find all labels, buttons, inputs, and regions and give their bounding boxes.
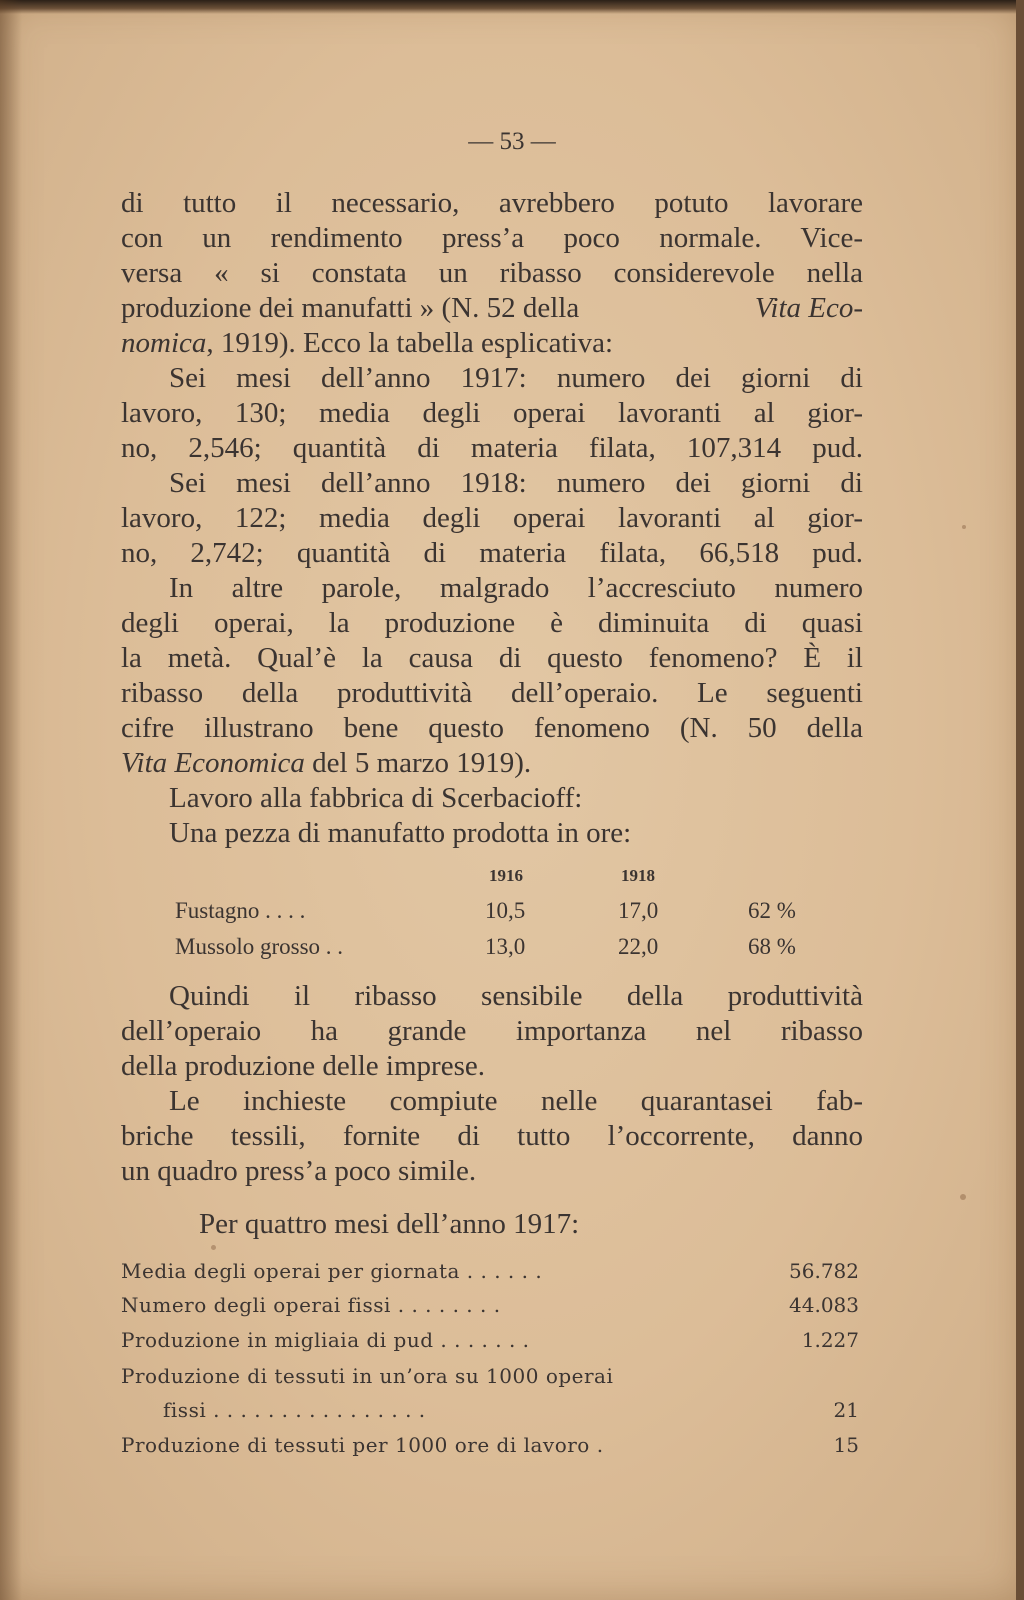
statistics-label: fissi . . . . . . . . . . . . . . . . bbox=[163, 1398, 426, 1422]
text-line: di tutto il necessario, avrebbero potuto lavorare bbox=[121, 187, 863, 219]
paragraph-3 bbox=[121, 466, 863, 571]
page-number: — 53 — bbox=[468, 128, 556, 155]
statistics-value: 21 bbox=[833, 1398, 859, 1422]
text-line: degli operai, la produzione è diminuita di quasi bbox=[121, 607, 863, 639]
row-label: Mussolo grosso . . bbox=[175, 934, 344, 959]
text-line: lavoro, 122; media degli operai lavoranti al gior- bbox=[121, 502, 863, 534]
cell-1918: 17,0 bbox=[618, 898, 659, 923]
italic-title: nomica bbox=[121, 327, 207, 359]
text-line bbox=[121, 326, 863, 361]
text-line: Quindi il ribasso sensibile della produttività bbox=[169, 980, 863, 1012]
text-line: Per quattro mesi dell’anno 1917: bbox=[199, 1208, 580, 1240]
statistics-value: 44.083 bbox=[789, 1293, 859, 1317]
italic-title: Vita Eco- bbox=[754, 292, 863, 324]
cell-percent: 68 % bbox=[748, 934, 796, 959]
statistics-value: 56.782 bbox=[789, 1259, 859, 1283]
statistics-row bbox=[121, 1433, 859, 1467]
page-left-edge bbox=[0, 0, 22, 1600]
text-line: la metà. Qual’è la causa di questo fenomeno? È il bbox=[121, 642, 863, 674]
text-segment: 1919). Ecco la tabella esplicativa: bbox=[220, 327, 614, 359]
text-line: ribasso della produttività dell’operaio. Le seguenti bbox=[121, 677, 863, 709]
text-line: no, 2,742; quantità di materia filata, 66,518 pud. bbox=[121, 537, 863, 569]
table-intro bbox=[121, 781, 863, 851]
paragraph-6 bbox=[121, 1084, 863, 1189]
paper-spot bbox=[962, 525, 966, 529]
text-line: Lavoro alla fabbrica di Scerbacioff: bbox=[169, 782, 583, 814]
text-line: In altre parole, malgrado l’accresciuto numero bbox=[169, 572, 863, 604]
statistics-label: Produzione in migliaia di pud . . . . . . . bbox=[121, 1328, 530, 1352]
statistics-value: 1.227 bbox=[801, 1328, 859, 1352]
paragraph-2 bbox=[121, 361, 863, 466]
statistics-row bbox=[121, 1364, 859, 1398]
statistics-value: 15 bbox=[833, 1433, 859, 1457]
page-top-edge bbox=[0, 0, 1024, 14]
cell-percent: 62 % bbox=[748, 898, 796, 923]
column-header-1916: 1916 bbox=[489, 866, 523, 885]
text-line: della produzione delle imprese. bbox=[121, 1050, 485, 1082]
paragraph-5 bbox=[121, 979, 863, 1084]
statistics-row bbox=[163, 1398, 859, 1432]
statistics-label: Numero degli operai fissi . . . . . . . . bbox=[121, 1293, 501, 1317]
text-line: no, 2,546; quantità di materia filata, 107,314 pud. bbox=[121, 432, 863, 464]
text-line: con un rendimento press’a poco normale. Vice- bbox=[121, 222, 863, 254]
text-line: Sei mesi dell’anno 1918: numero dei giorni di bbox=[169, 467, 863, 499]
paragraph-4 bbox=[121, 571, 863, 781]
paper-spot bbox=[960, 1194, 966, 1200]
italic-title: Vita Economica bbox=[121, 747, 305, 779]
row-label: Fustagno . . . . bbox=[175, 898, 306, 923]
text-line: Sei mesi dell’anno 1917: numero dei giorni di bbox=[169, 362, 863, 394]
text-line: Una pezza di manufatto prodotta in ore: bbox=[169, 817, 632, 849]
statistics-row bbox=[121, 1293, 859, 1327]
statistics-row bbox=[121, 1259, 859, 1293]
text-line: un quadro press’a poco simile. bbox=[121, 1155, 477, 1187]
column-header-1918: 1918 bbox=[621, 866, 655, 885]
paper-spot bbox=[211, 1245, 216, 1250]
text-line: briche tessili, fornite di tutto l’occorrente, danno bbox=[121, 1120, 863, 1152]
cell-1918: 22,0 bbox=[618, 934, 659, 959]
text-line bbox=[121, 291, 863, 326]
text-line: Le inchieste compiute nelle quarantasei fab- bbox=[169, 1085, 863, 1117]
statistics-label: Produzione di tessuti per 1000 ore di lavoro . bbox=[121, 1433, 604, 1457]
cell-1916: 13,0 bbox=[485, 934, 526, 959]
text-line: dell’operaio ha grande importanza nel ribasso bbox=[121, 1015, 863, 1047]
text-segment: produzione dei manufatti » (N. 52 della bbox=[121, 292, 580, 324]
statistics-label: Produzione di tessuti in un’ora su 1000 operai bbox=[121, 1364, 614, 1388]
text-line: versa « si constata un ribasso considerevole nella bbox=[121, 257, 863, 289]
text-line bbox=[121, 746, 863, 781]
table2-title bbox=[121, 1207, 863, 1242]
text-segment: del 5 marzo 1919). bbox=[312, 747, 532, 779]
cell-1916: 10,5 bbox=[485, 898, 526, 923]
paragraph-1 bbox=[121, 186, 863, 361]
statistics-label: Media degli operai per giornata . . . . . . bbox=[121, 1259, 543, 1283]
text-segment: , bbox=[206, 327, 221, 359]
text-line: cifre illustrano bene questo fenomeno (N. 50 della bbox=[121, 712, 863, 744]
statistics-row bbox=[121, 1328, 859, 1362]
page-right-edge bbox=[1016, 0, 1024, 1600]
text-line: lavoro, 130; media degli operai lavoranti al gior- bbox=[121, 397, 863, 429]
